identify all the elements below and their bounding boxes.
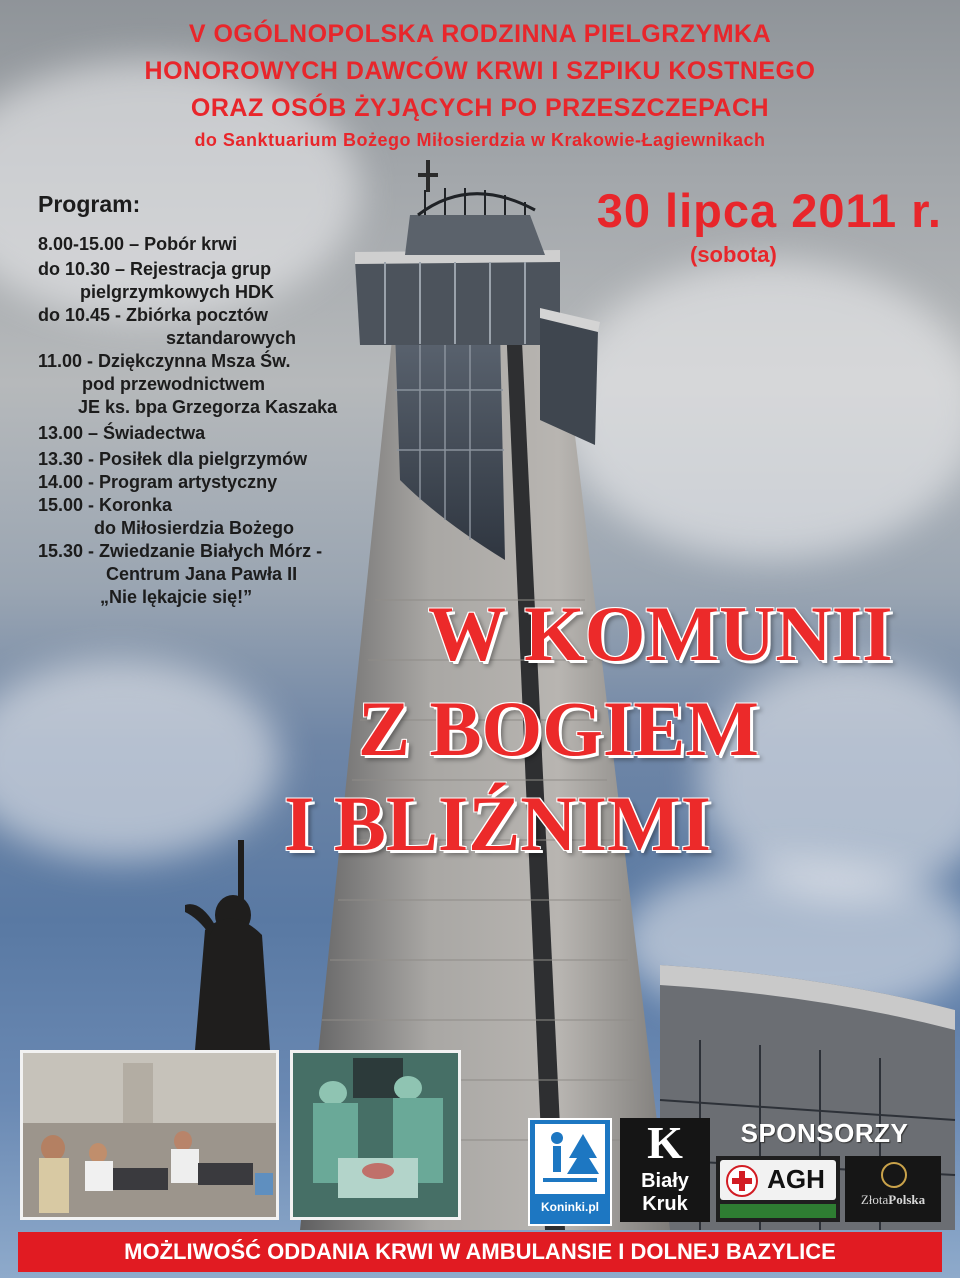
surgery-photo-image	[293, 1053, 458, 1217]
zlota-polska-word-2: Polska	[888, 1192, 926, 1207]
title-line-4: do Sanktuarium Bożego Miłosierdzia w Krakowie-Łagiewnikach	[194, 130, 766, 150]
title-line-2: HONOROWYCH DAWCÓW KRWI I SZPIKU KOSTNEGO	[144, 57, 816, 85]
zlota-polska-word-1: Złota	[860, 1192, 889, 1207]
surgery-photo	[290, 1050, 461, 1220]
title-line-3: ORAZ OSÓB ŻYJĄCYCH PO PRZESZCZEPACH	[190, 94, 770, 122]
blood-donation-photo-image	[23, 1053, 276, 1217]
zlota-polska-logo	[845, 1156, 941, 1222]
blood-donation-photo	[20, 1050, 279, 1220]
bialy-kruk-logo	[620, 1118, 710, 1222]
agh-label: AGH	[767, 1164, 825, 1194]
program-item: 15.30 - Zwiedzanie Białych Mórz -	[38, 541, 323, 561]
program-item: 13.30 - Posiłek dla pielgrzymów	[38, 449, 308, 469]
zlota-polska-label	[845, 1192, 941, 1208]
bialy-kruk-letter: K	[647, 1118, 683, 1168]
motto-line-1: W KOMUNII	[428, 590, 893, 677]
motto-line-3: I BLIŹNIMI	[284, 780, 711, 867]
program-item: 13.00 – Świadectwa	[38, 423, 206, 443]
koninki-logo	[528, 1118, 612, 1226]
event-date: 30 lipca 2011 r.	[596, 184, 942, 237]
program-item: 8.00-15.00 – Pobór krwi	[38, 234, 238, 254]
program-item: Centrum Jana Pawła II	[106, 564, 298, 584]
koninki-emblem	[535, 1124, 605, 1194]
program-item: sztandarowych	[166, 328, 297, 348]
program-item: do Miłosierdzia Bożego	[94, 518, 295, 538]
agh-logo	[716, 1156, 840, 1222]
program-item: do 10.45 - Zbiórka pocztów	[38, 305, 269, 325]
agh-subbanner	[720, 1204, 836, 1218]
title-line-1: V OGÓLNOPOLSKA RODZINNA PIELGRZYMKA	[188, 20, 772, 48]
bialy-kruk-word-1: Biały	[641, 1170, 689, 1192]
koninki-label: Koninki.pl	[541, 1200, 599, 1214]
program-item: 11.00 - Dziękczynna Msza Św.	[38, 351, 291, 371]
event-weekday: (sobota)	[690, 242, 777, 267]
tree-person-icon	[535, 1124, 605, 1194]
program-item: „Nie lękajcie się!”	[100, 587, 253, 607]
program-title: Program:	[38, 191, 141, 217]
sponsors-heading: SPONSORZY	[740, 1118, 909, 1148]
zlota-polska-emblem-icon	[881, 1162, 907, 1188]
program-item: JE ks. bpa Grzegorza Kaszaka	[78, 397, 338, 417]
program-item: 14.00 - Program artystyczny	[38, 472, 278, 492]
program-list	[38, 193, 398, 609]
program-item: pod przewodnictwem	[82, 374, 266, 394]
footer-banner: MOŻLIWOŚĆ ODDANIA KRWI W AMBULANSIE I DOLNEJ BAZYLICE	[18, 1232, 942, 1272]
program-item: do 10.30 – Rejestracja grup	[38, 259, 272, 279]
program-item: 15.00 - Koronka	[38, 495, 173, 515]
red-cross-icon	[726, 1165, 758, 1197]
program-item: pielgrzymkowych HDK	[80, 282, 275, 302]
motto-line-2: Z BOGIEM	[358, 685, 759, 772]
bialy-kruk-word-2: Kruk	[642, 1193, 688, 1215]
